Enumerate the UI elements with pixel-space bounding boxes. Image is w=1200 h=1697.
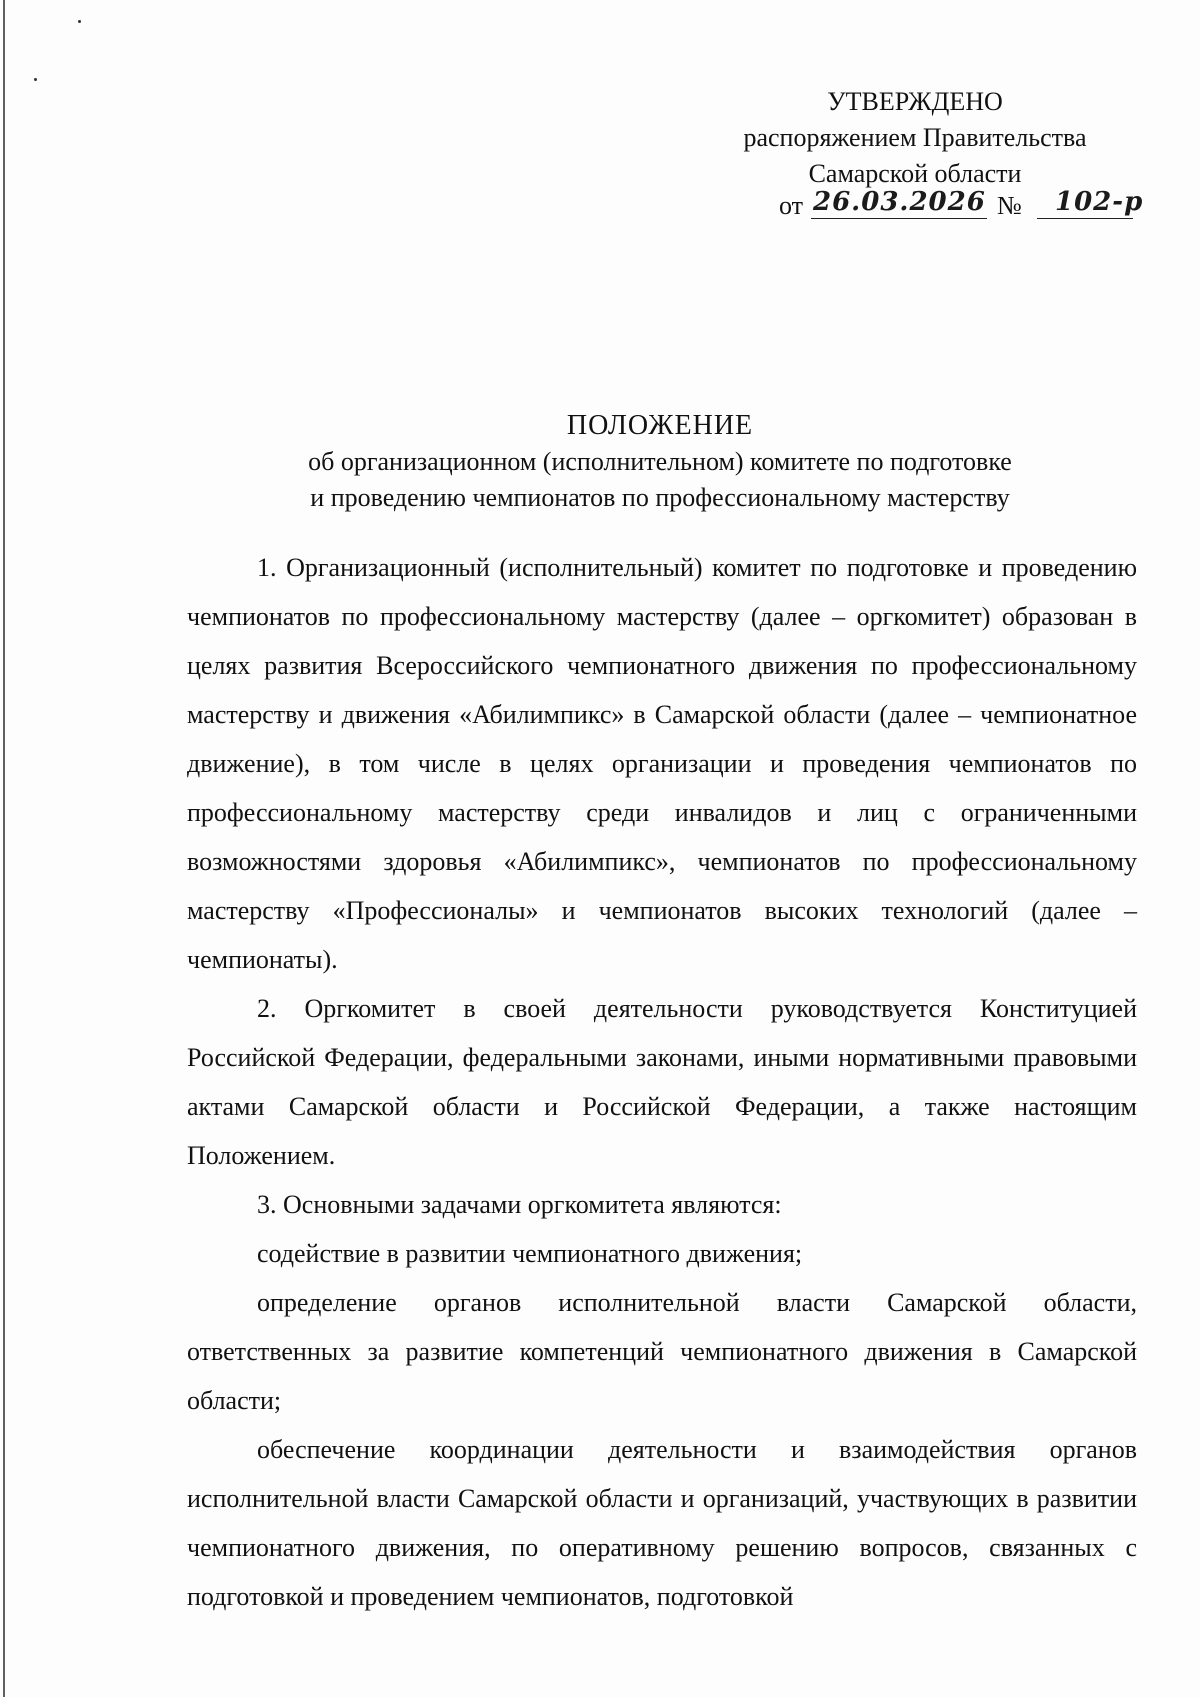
handwritten-number: 102-р: [1055, 187, 1144, 217]
paragraph-3: 3. Основными задачами оргкомитета являются:: [257, 1190, 782, 1219]
document-title: ПОЛОЖЕНИЕ: [566, 410, 754, 441]
document-body: [187, 543, 1137, 1621]
date-underline: [811, 218, 987, 219]
paragraph-6: обеспечение координации деятельности и взаимодействия органов исполнительной власти Самарской области и организаций, участвующих в развитии чемпионатного движения, по оперативному решению вопросов, связанных с подготовкой и проведением чемпионатов, подготовкой: [187, 1435, 1137, 1611]
approval-stamp-block: [690, 84, 1140, 192]
approval-heading: УТВЕРЖДЕНО: [827, 87, 1003, 116]
scan-edge-line: [3, 0, 5, 1697]
document-subtitle-line1: об организационном (исполнительном) комитете по подготовке: [308, 447, 1012, 476]
paragraph-5: определение органов исполнительной власти Самарской области, ответственных за развитие компетенций чемпионатного движения в Самарской области;: [187, 1288, 1137, 1415]
approval-issuer: распоряжением Правительства: [743, 123, 1087, 152]
number-underline: [1037, 218, 1133, 219]
document-title-block: [180, 408, 1140, 516]
paragraph-4: содействие в развитии чемпионатного движения;: [257, 1239, 803, 1268]
number-prefix: №: [997, 191, 1022, 220]
paragraph-2: 2. Оргкомитет в своей деятельности руководствуется Конституцией Российской Федерации, федеральными законами, иными нормативными правовыми актами Самарской области и Российской Федерации, а также настоящим Положением.: [187, 994, 1137, 1170]
paragraph-1: 1. Организационный (исполнительный) комитет по подготовке и проведению чемпионатов по профессиональному мастерству (далее – оргкомитет) образован в целях развития Всероссийского чемпионатного движения по профессиональному мастерству и движения «Абилимпикс» в Самарской области (далее – чемпионатное движение), в том числе в целях организации и проведения чемпионатов по профессиональному мастерству среди инвалидов и лиц с ограниченными возможностями здоровья «Абилимпикс», чемпионатов по профессиональному мастерству «Профессионалы» и чемпионатов высоких технологий (далее – чемпионаты).: [187, 553, 1137, 974]
scan-speck: [34, 78, 37, 81]
scan-speck: [78, 20, 81, 23]
approval-date-number: [779, 184, 1144, 224]
date-prefix: от: [779, 191, 804, 220]
handwritten-date: 26.03.2026: [813, 187, 986, 217]
approval-region: Самарской области: [808, 159, 1022, 188]
document-subtitle-line2: и проведению чемпионатов по профессиональному мастерству: [310, 483, 1010, 512]
